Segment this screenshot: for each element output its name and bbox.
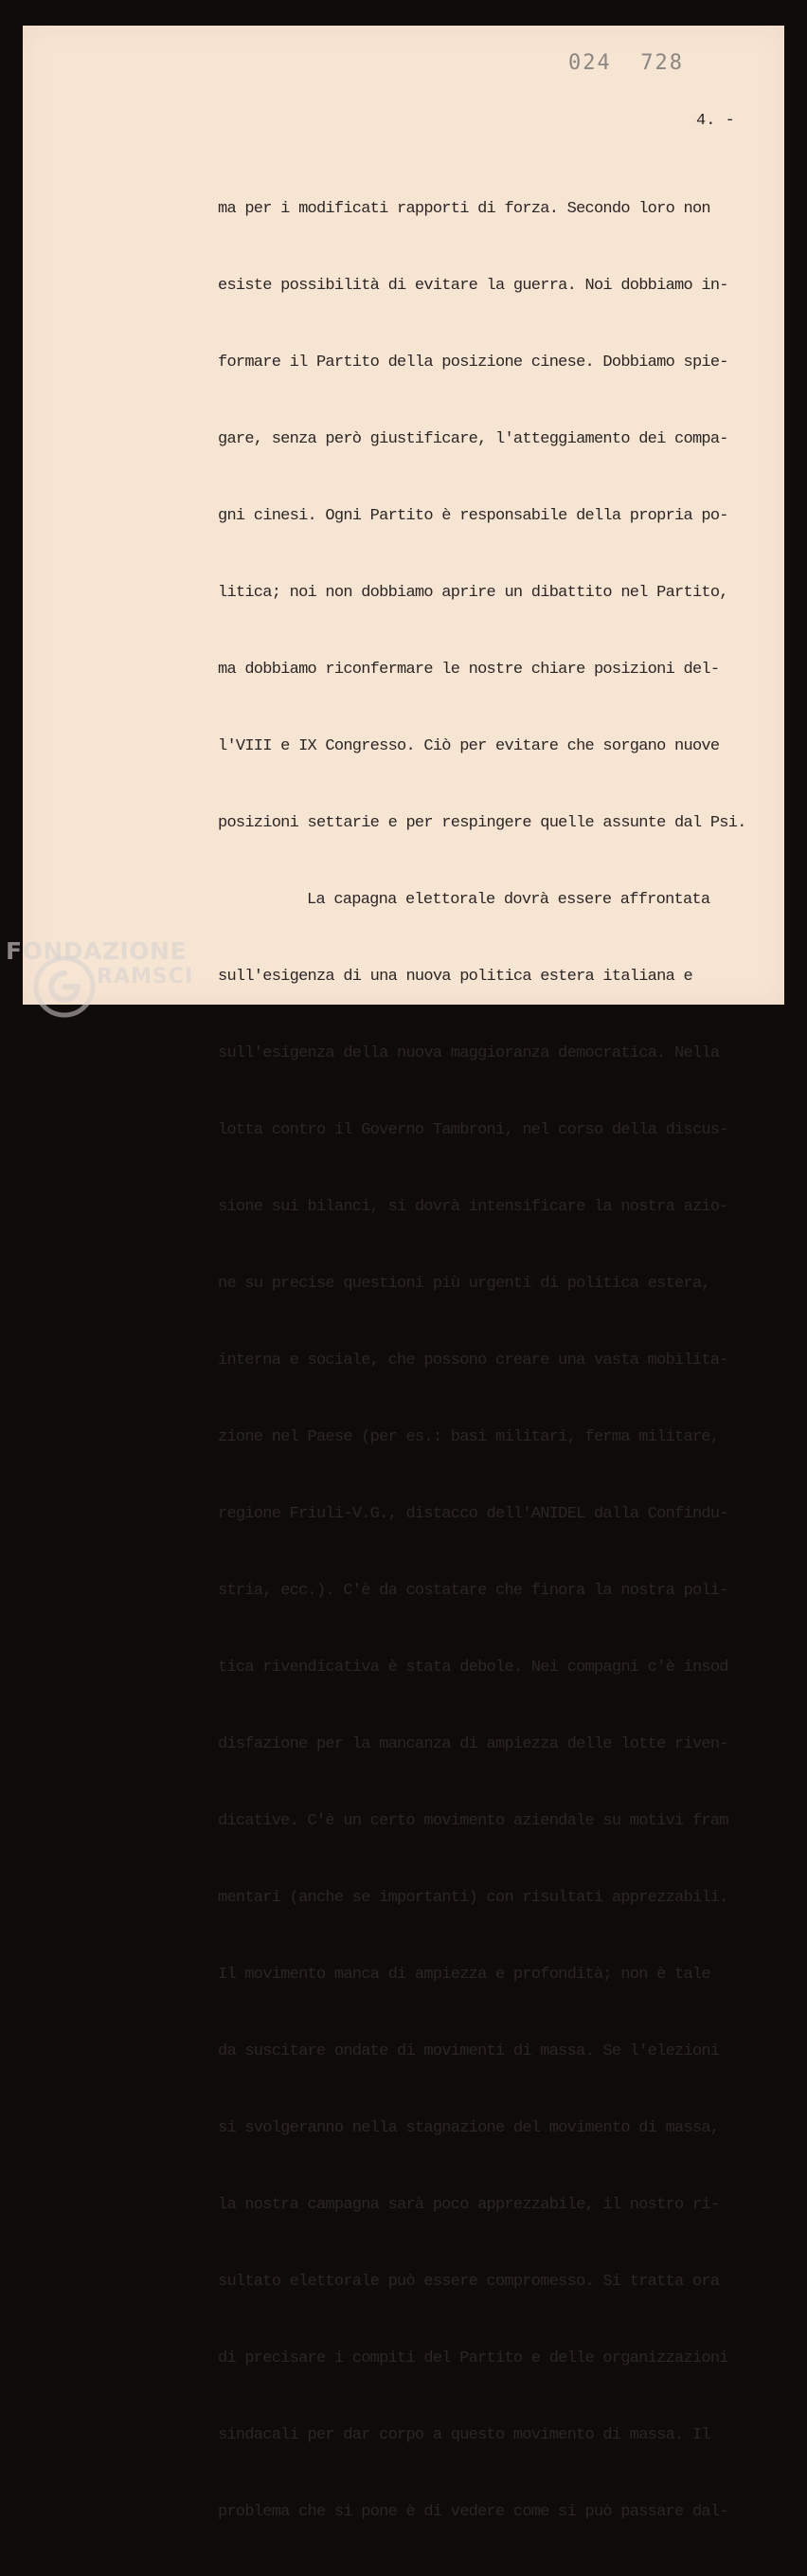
text-line: disfazione per la mancanza di ampiezza delle lotte riven-	[218, 1735, 728, 1753]
typed-text-body	[218, 145, 746, 2576]
text-line: di precisare i compiti del Partito e delle organizzazioni	[218, 2349, 728, 2367]
archive-number: 024 728	[568, 51, 684, 75]
watermark-line1: FONDAZIONE	[6, 937, 188, 965]
text-line: lotta contro il Governo Tambroni, nel corso della discus-	[218, 1121, 728, 1139]
text-line: interna e sociale, che possono creare una vasta mobilita-	[218, 1351, 728, 1370]
text-line: sultato elettorale può essere compromesso. Si tratta ora	[218, 2273, 720, 2291]
text-line: sull'esigenza della nuova maggioranza democratica. Nella	[218, 1044, 720, 1062]
text-line: problema che si pone è di vedere come si può passare dal-	[218, 2503, 728, 2521]
text-line: formare il Partito della posizione cinese. Dobbiamo spie-	[218, 354, 728, 372]
text-line: tica rivendicativa è stata debole. Nei compagni c'è insod	[218, 1659, 728, 1677]
text-line: sindacali per dar corpo a questo movimento di massa. Il	[218, 2426, 710, 2444]
text-line: da suscitare ondate di movimenti di massa. Se l'elezioni	[218, 2042, 720, 2060]
text-line: gare, senza però giustificare, l'atteggiamento dei compa-	[218, 430, 728, 448]
page-number: 4. -	[696, 112, 735, 130]
text-line-paragraph-start: La capagna elettorale dovrà essere affrontata	[307, 891, 710, 909]
text-line: esiste possibilità di evitare la guerra. Noi dobbiamo in-	[218, 277, 728, 295]
fondazione-gramsci-watermark	[2, 934, 229, 1024]
gramsci-g-logo-icon	[32, 954, 97, 1019]
text-line: ma per i modificati rapporti di forza. Secondo loro non	[218, 200, 710, 218]
text-line: sull'esigenza di una nuova politica estera italiana e	[218, 968, 692, 986]
text-line: regione Friuli-V.G., distacco dell'ANIDEL dalla Confindu-	[218, 1505, 728, 1523]
text-line: Il movimento manca di ampiezza e profondità; non è tale	[218, 1966, 710, 1984]
text-line: zione nel Paese (per es.: basi militari, ferma militare,	[218, 1428, 720, 1446]
text-line: ne su precise questioni più urgenti di politica estera,	[218, 1275, 710, 1293]
text-line: sione sui bilanci, si dovrà intensificare la nostra azio-	[218, 1198, 728, 1216]
watermark-line2: RAMSCI	[97, 965, 194, 989]
text-line: mentari (anche se importanti) con risultati apprezzabili.	[218, 1889, 728, 1907]
text-line: posizioni settarie e per respingere quelle assunte dal Psi.	[218, 814, 746, 832]
text-line: l'VIII e IX Congresso. Ciò per evitare che sorgano nuove	[218, 737, 720, 755]
text-line: gni cinesi. Ogni Partito è responsabile della propria po-	[218, 507, 728, 525]
text-line: si svolgeranno nella stagnazione del movimento di massa,	[218, 2119, 720, 2137]
text-line: la nostra campagna sarà poco apprezzabile, il nostro ri-	[218, 2196, 720, 2214]
text-line: litica; noi non dobbiamo aprire un dibattito nel Partito,	[218, 584, 728, 602]
text-line: ma dobbiamo riconfermare le nostre chiare posizioni del-	[218, 661, 720, 679]
text-line: dicative. C'è un certo movimento aziendale su motivi fram	[218, 1812, 728, 1830]
text-line: stria, ecc.). C'è da costatare che finora la nostra poli-	[218, 1582, 728, 1600]
